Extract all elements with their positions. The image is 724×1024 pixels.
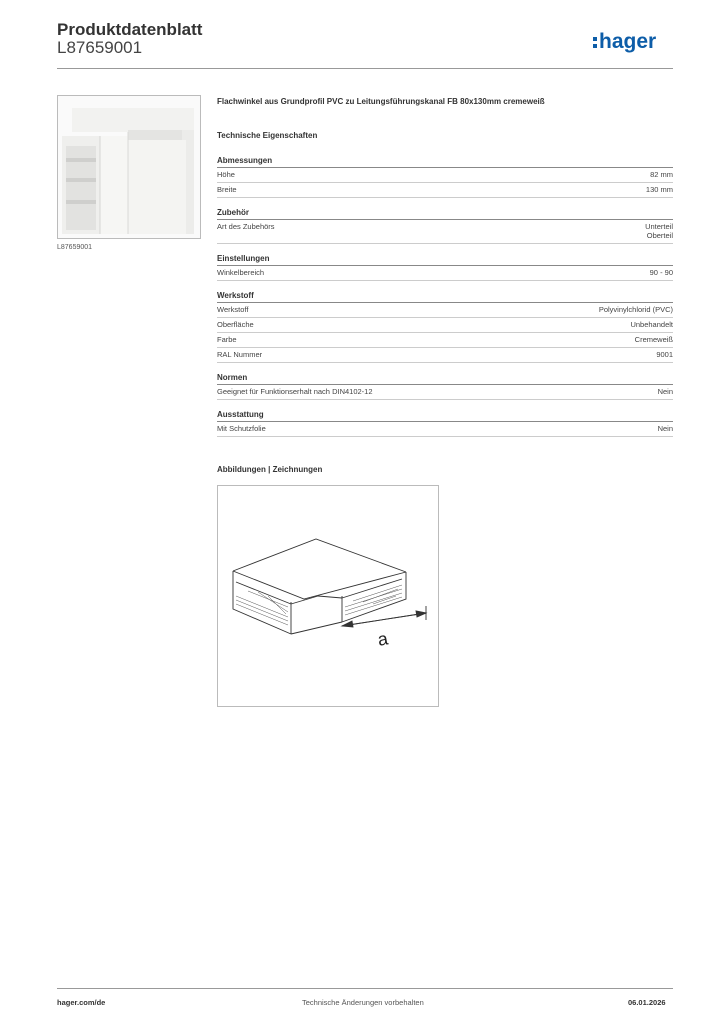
property-value [630, 320, 673, 329]
property-label: Mit Schutzfolie [217, 424, 266, 433]
property-value [599, 305, 673, 314]
property-section [217, 254, 673, 281]
section-heading: Ausstattung [217, 410, 673, 422]
section-heading: Normen [217, 373, 673, 385]
property-value-line: Oberteil [646, 231, 673, 240]
property-row [217, 168, 673, 183]
property-value-line: Nein [657, 387, 673, 396]
property-value [646, 185, 673, 194]
property-value-line: Nein [657, 424, 673, 433]
article-number: L87659001 [57, 38, 143, 57]
property-value-line: Polyvinylchlorid (PVC) [598, 305, 673, 314]
property-value [650, 268, 673, 277]
property-section [217, 208, 673, 244]
section-heading: Einstellungen [217, 254, 673, 266]
property-section [217, 156, 673, 198]
property-label: Geeignet für Funktionserhalt nach DIN4102-12 [217, 387, 373, 396]
technical-drawing [217, 485, 439, 707]
dimension-label: a [376, 628, 390, 650]
header-divider [57, 68, 673, 69]
property-label: Höhe [217, 170, 235, 179]
figures-title: Abbildungen | Zeichnungen [217, 465, 323, 474]
property-label: Werkstoff [217, 305, 249, 314]
property-value [658, 424, 673, 433]
page-title: Produktdatenblatt [57, 20, 203, 39]
property-value [658, 387, 673, 396]
property-row [217, 385, 673, 400]
property-value-line: 82 mm [650, 170, 673, 179]
property-row [217, 318, 673, 333]
property-label: Winkelbereich [217, 268, 265, 277]
property-value-line: 9001 [656, 350, 673, 359]
section-heading: Werkstoff [217, 291, 673, 303]
property-row [217, 348, 673, 363]
property-value [650, 170, 673, 179]
product-image-caption: L87659001 [57, 244, 93, 251]
property-value-line: 90 - 90 [649, 268, 673, 277]
property-row [217, 333, 673, 348]
property-section [217, 410, 673, 437]
logo-text: hager [599, 30, 657, 53]
property-section [217, 291, 673, 363]
property-row [217, 220, 673, 244]
property-label: Oberfläche [217, 320, 254, 329]
property-row [217, 183, 673, 198]
property-row [217, 303, 673, 318]
property-value-line: Cremeweiß [634, 335, 673, 344]
properties-title: Technische Eigenschaften [217, 131, 318, 140]
product-description: Flachwinkel aus Grundprofil PVC zu Leitungsführungskanal FB 80x130mm cremeweiß [217, 97, 545, 106]
property-value-line: Unterteil [645, 222, 673, 231]
footer-notice: Technische Änderungen vorbehalten [302, 998, 424, 1007]
property-value [645, 222, 673, 240]
property-label: Art des Zubehörs [217, 222, 275, 231]
properties-table [217, 156, 673, 447]
property-label: RAL Nummer [217, 350, 263, 359]
property-label: Breite [217, 185, 237, 194]
section-heading: Zubehör [217, 208, 673, 220]
property-row [217, 266, 673, 281]
property-section [217, 373, 673, 400]
property-value [656, 350, 673, 359]
property-value-line: 130 mm [645, 185, 673, 194]
footer-website: hager.com/de [57, 998, 106, 1007]
section-heading: Abmessungen [217, 156, 673, 168]
footer-divider [57, 988, 673, 989]
property-label: Farbe [217, 335, 237, 344]
property-value [635, 335, 673, 344]
hager-logo [590, 27, 675, 55]
product-image [57, 95, 201, 239]
property-value-line: Unbehandelt [630, 320, 673, 329]
property-row [217, 422, 673, 437]
footer-date: 06.01.2026 [628, 998, 666, 1007]
